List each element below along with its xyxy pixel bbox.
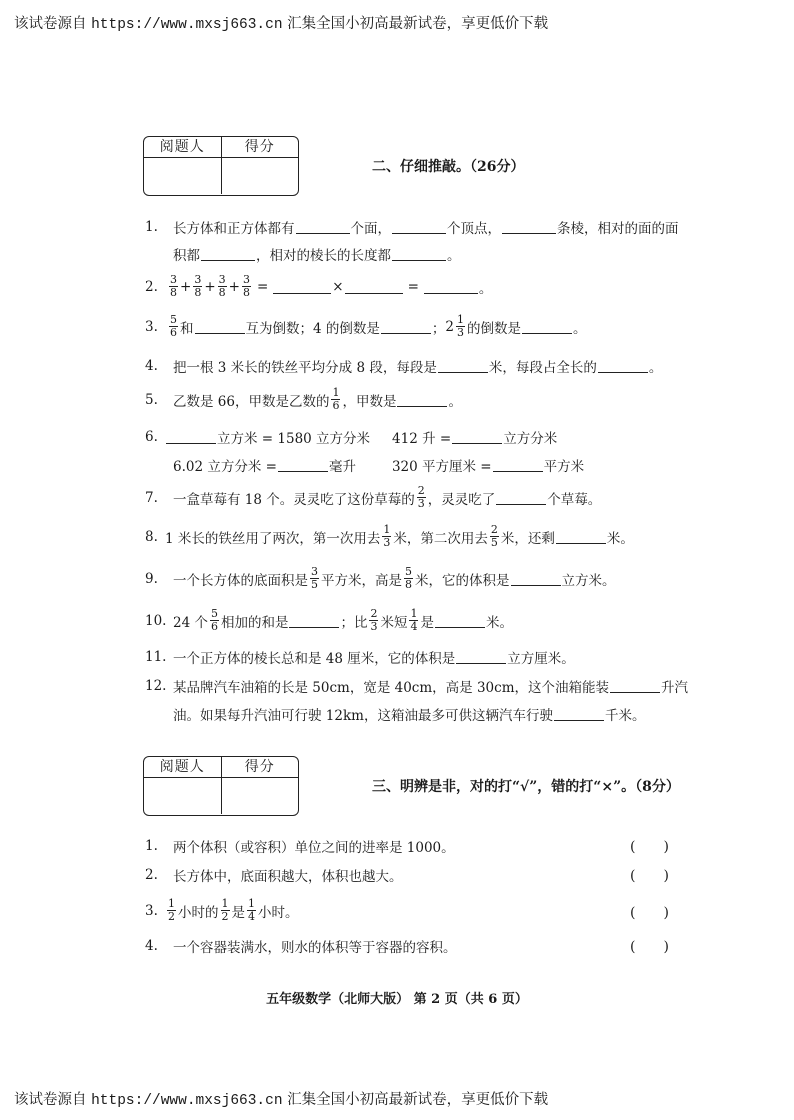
answer-blank[interactable] [556,530,606,544]
answer-parentheses[interactable]: ( ) [630,939,669,955]
question-2-4: 4. 把一根 3 米长的铁丝平均分成 8 段，每段是 米，每段占全长的 。 [145,358,663,376]
banner-suffix: 汇集全国小初高最新试卷，享更低价下载 [287,16,549,32]
answer-blank[interactable] [296,220,350,234]
answer-parentheses[interactable]: ( ) [630,905,669,921]
question-2-12: 12. 某品牌汽车油箱的长是 50cm，宽是 40cm，高是 30cm，这个油箱能装 升汽 [145,678,688,696]
fraction: $\frac{1}{2}$ [168,897,175,923]
question-2-10: 10. 24 个 $\frac{5}{6}$ 相加的和是 ；比 $\frac{2}{3}$ 米短 $\frac{1}{4}$ 是 米。 [145,607,513,633]
answer-blank[interactable] [195,320,245,334]
bottom-banner [14,1088,548,1109]
banner-url[interactable]: https://www.mxsj663.cn [91,17,283,33]
answer-blank[interactable] [598,359,648,373]
question-2-12-cont: 油。如果每升汽油可行驶 12km，这箱油最多可供这辆汽车行驶 千米。 [173,708,646,724]
question-2-9: 9. 一个长方体的底面积是 $\frac{3}{5}$ 平方米，高是 $\frac{5}{8}$ 米，它的体积是 立方米。 [145,565,616,591]
banner-url[interactable]: https://www.mxsj663.cn [91,1093,283,1109]
banner-prefix: 该试卷源自 [14,1092,87,1108]
question-3-2: 2. 长方体中，底面积越大，体积也越大。 [145,867,403,885]
fraction: $\frac{3}{5}$ [311,565,318,591]
answer-parentheses[interactable]: ( ) [630,868,669,884]
fraction: $\frac{3}{8}$ [194,273,202,299]
question-3-1: 1. 两个体积（或容积）单位之间的进率是 1000。 [145,838,455,856]
question-3-4: 4. 一个容器装满水，则水的体积等于容器的容积。 [145,938,457,956]
reviewer-cell [144,778,221,814]
score-box-section3 [143,756,299,816]
section2-title: 二、仔细推敲。（26分） [372,159,525,175]
answer-blank[interactable] [435,614,485,628]
banner-prefix: 该试卷源自 [14,16,87,32]
question-2-5: 5. 乙数是 66，甲数是乙数的 $\frac{1}{6}$ ，甲数是 。 [145,386,462,412]
top-banner [14,12,548,33]
fraction: $\frac{3}{8}$ [218,273,226,299]
fraction: $\frac{1}{6}$ [332,386,340,412]
page-footer: 五年级数学（北师大版） 第 2 页（共 6 页） [266,992,528,1007]
answer-blank[interactable] [381,320,431,334]
fraction: $\frac{2}{5}$ [490,523,498,549]
score-label: 得分 [221,137,299,157]
answer-blank[interactable] [201,247,255,261]
answer-blank[interactable] [166,430,216,444]
answer-blank[interactable] [289,614,339,628]
fraction: $\frac{1}{4}$ [410,607,418,633]
answer-blank[interactable] [610,679,660,693]
fraction: $\frac{3}{8}$ [170,273,177,299]
answer-blank[interactable] [522,320,572,334]
question-2-1-cont: 积都 ，相对的棱长的长度都 。 [173,248,461,264]
section3-title: 三、明辨是非，对的打“√”，错的打“×”。（8分） [372,779,680,795]
answer-blank[interactable] [424,280,478,294]
reviewer-label: 阅题人 [159,139,205,155]
question-2-8: 8. 1 米长的铁丝用了两次，第一次用去 $\frac{1}{3}$ 米，第二次用去 $\frac{2}{5}$ 米，还剩 米。 [145,523,634,549]
question-2-3: 3. $\frac{5}{6}$ 和 互为倒数；4 的倒数是 ； 2 $\frac{1}{3}$ 的倒数是 。 [145,313,587,339]
answer-blank[interactable] [493,458,543,472]
answer-blank[interactable] [273,280,331,294]
answer-blank[interactable] [554,707,604,721]
question-3-3: 3. $\frac{1}{2}$ 小时的 $\frac{1}{2}$ 是 $\frac{1}{4}$ 小时。 [145,897,299,923]
fraction: $\frac{5}{8}$ [405,565,412,591]
answer-blank[interactable] [397,393,447,407]
banner-suffix: 汇集全国小初高最新试卷，享更低价下载 [287,1092,549,1108]
mixed-number: 2 $\frac{1}{3}$ [445,313,464,339]
question-2-6-cont: 6.02 立方分米 = 毫升 320 平方厘米 = 平方米 [173,459,585,475]
score-cell [221,778,299,814]
fraction: $\frac{2}{3}$ [370,607,378,633]
question-2-2: 2. $\frac{3}{8}$ + $\frac{3}{8}$ + $\frac{3}{8}$ + $\frac{3}{8}$ = × = 。 [145,273,493,299]
answer-blank[interactable] [502,220,556,234]
score-label: 得分 [221,757,299,777]
fraction: $\frac{5}{6}$ [210,607,218,633]
question-2-11: 11. 一个正方体的棱长总和是 48 厘米，它的体积是 立方厘米。 [145,649,575,667]
answer-parentheses[interactable]: ( ) [630,839,669,855]
answer-blank[interactable] [438,359,488,373]
question-2-7: 7. 一盒草莓有 18 个。灵灵吃了这份草莓的 $\frac{2}{3}$ ，灵灵吃了 个草莓。 [145,484,602,510]
answer-blank[interactable] [511,572,561,586]
answer-blank[interactable] [392,247,446,261]
fraction: $\frac{1}{4}$ [248,897,255,923]
score-cell [221,158,299,194]
score-box-section2 [143,136,299,196]
fraction: $\frac{3}{8}$ [242,273,250,299]
reviewer-cell [144,158,221,194]
fraction: $\frac{1}{2}$ [221,897,229,923]
answer-blank[interactable] [456,650,506,664]
question-2-1: 1. 长方体和正方体都有 个面， 个顶点， 条棱，相对的面的面 [145,219,679,237]
reviewer-label: 阅题人 [159,759,205,775]
question-2-6: 6. 立方米 = 1580 立方分米 412 升 = 立方分米 [145,429,558,447]
answer-blank[interactable] [392,220,446,234]
answer-blank[interactable] [278,458,328,472]
answer-blank[interactable] [496,491,546,505]
fraction: $\frac{5}{6}$ [170,313,177,339]
answer-blank[interactable] [452,430,502,444]
fraction: $\frac{2}{3}$ [417,484,425,510]
fraction: $\frac{1}{3}$ [383,523,391,549]
answer-blank[interactable] [345,280,403,294]
